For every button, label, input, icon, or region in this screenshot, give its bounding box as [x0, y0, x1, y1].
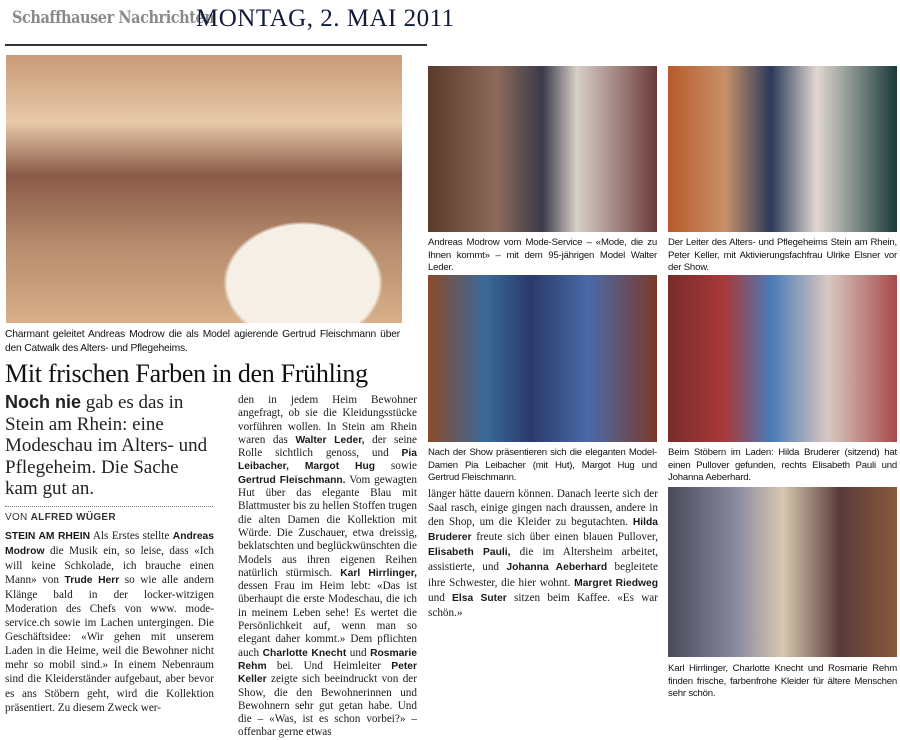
- masthead-rule: [5, 44, 427, 46]
- bold-name: Johanna Aeberhard: [506, 562, 608, 574]
- newspaper-logo: Schaffhauser Nachrichten: [12, 8, 215, 28]
- bold-name: Elsa Suter: [452, 592, 507, 604]
- body-text: und: [346, 646, 371, 659]
- body-text: sowie: [375, 460, 417, 473]
- bold-name: Rosmarie Rehm: [238, 647, 417, 672]
- photo-caption: Karl Hirrlinger, Charlotte Knecht und Rosmarie Rehm finden frische, farbenfrohe Kleider für ältere Menschen sehr schön.: [668, 663, 897, 699]
- body-text: und: [428, 591, 453, 604]
- body-text: freute sich über einen blauen Pullover,: [471, 531, 658, 544]
- photo-caption: Der Leiter des Alters- und Pflegeheims Stein am Rhein, Peter Keller, mit Aktivierungsfachfrau Ulrike Elsner vor der Show.: [668, 237, 897, 273]
- photo-visitors-table: [668, 487, 897, 657]
- body-text: dessen Frau im Heim lebt: «Das ist überhaupt die erste Modeschau, die ich in meinem Leben sehe! Es wertet die Persönlichkeit auf, wenn man so elegant daher kommt.» Dem pflichten auch: [238, 580, 417, 659]
- body-text: Vom gewagten Hut über das elegante Blau mit Blattmuster bis zu hellen Stoffen trugen die alten Damen die Kollektion mit Würde. Die Zuschauer, etwa dreissig, beklatschten und beglückwünschten die Models aus ihren eigenen Reihen natürlich stürmisch.: [238, 473, 417, 579]
- photo-caption: Charmant geleitet Andreas Modrow die als Model agierende Gertrud Fleischmann über den Catwalk des Alters- und Pflegeheims.: [5, 329, 400, 354]
- byline: [5, 512, 214, 524]
- photo-catwalk: [6, 55, 402, 323]
- body-text: der seine Rolle sichtlich genoss, und: [238, 433, 417, 460]
- bold-name: Walter Leder,: [295, 434, 365, 446]
- bold-name: Andreas Modrow: [5, 530, 214, 557]
- byline-prefix: VON: [5, 511, 31, 523]
- body-text: begleitete ihre Schwester, die hier wohnt.: [428, 561, 658, 589]
- article-column-1: [5, 529, 214, 715]
- article-column-a: [5, 392, 214, 715]
- photo-keller-elsner: [668, 66, 897, 232]
- article-left-block: [5, 328, 417, 740]
- issue-date: MONTAG, 2. MAI 2011: [196, 5, 455, 32]
- photo-shop-browsing: [668, 275, 897, 442]
- article-column-3: [428, 487, 658, 620]
- article-columns: [5, 392, 417, 740]
- bold-name: Elisabeth Pauli,: [428, 547, 511, 559]
- byline-author: ALFRED WÜGER: [30, 511, 116, 523]
- byline-divider: [5, 506, 213, 507]
- photo-caption: Andreas Modrow vom Mode-Service – «Mode, die zu Ihnen kommt» – mit dem 95-jährigen Model Walter Leder.: [428, 237, 657, 273]
- bold-name: STEIN AM RHEIN: [5, 530, 91, 542]
- lead-paragraph: [5, 392, 214, 500]
- bold-name: Margret Riedweg: [574, 577, 659, 589]
- headline: Mit frischen Farben in den Frühling: [5, 359, 368, 388]
- bold-name: Gertrud Fleischmann.: [238, 474, 346, 486]
- body-text: die Musik ein, so leise, dass «Ich will keine Schkolade, ich brauche einen Mann» von: [5, 544, 214, 586]
- body-text: bei. Und Heimleiter: [266, 659, 392, 672]
- photo-caption: Nach der Show präsentieren sich die eleganten Model-Damen Pia Leibacher (mit Hut), Margot Hug und Gertrud Fleischmann.: [428, 447, 657, 483]
- bold-name: Peter Keller: [238, 660, 417, 686]
- body-text: so wie alle andern Klänge bald in der locker-witzigen Moderation des Chefs von www. mode-service.ch sowie im Lachen untergingen. Die Geschäftsidee: «Wir gehen mit unserem Laden in die Heime, weil die Bewohner nicht mehr so mobil sind.» In einem Nebenraum sind die Kleiderständer aufgebaut, aber bevor es ans Stöbern geht, wird die Kollektion präsentiert. Zu diesem Zweck wer-: [5, 573, 215, 714]
- article-column-b: [238, 392, 417, 740]
- body-text: zeigte sich beeindruckt von der Show, die den Bewohnerinnen und Bewohnern sehr gut getan habe. Und die – «Was, ist es schon vorbei?» – offenbar gerne etwas: [238, 673, 417, 739]
- body-text: Als Erstes stellte: [90, 529, 173, 542]
- lead-bold: Noch nie: [5, 392, 82, 412]
- body-text: länger hätte dauern können. Danach leerte sich der Saal rasch, einige gingen nach draussen, andere in den Shop, um die Kleider zu begutachten.: [428, 488, 658, 529]
- lead-text: gab es das in Stein am Rhein: eine Modeschau im Alters- und Pflegeheim. Die Sache kam gut an.: [5, 392, 208, 499]
- photo-caption: Beim Stöbern im Laden: Hilda Bruderer (sitzend) hat einen Pullover gefunden, rechts Elisabeth Pauli und Johanna Aeberhard.: [668, 447, 897, 483]
- body-text: die im Altersheim arbeitet, assistierte, und: [428, 546, 658, 574]
- photo-model-ladies: [428, 275, 657, 442]
- body-text: sitzen beim Kaffee. «Es war schön.»: [428, 591, 658, 619]
- body-text: den in jedem Heim Bewohner angefragt, ob sie die Kleidungsstücke vorführen wollen. In Stein am Rhein waren das: [238, 394, 417, 446]
- bold-name: Trude Herr: [64, 574, 120, 586]
- bold-name: Hilda Bruderer: [428, 517, 658, 544]
- bold-name: Charlotte Knecht: [262, 647, 347, 659]
- bold-name: Pia Leibacher, Margot Hug: [238, 448, 417, 473]
- bold-name: Karl Hirrlinger,: [340, 567, 417, 579]
- photo-modrow-leder: [428, 66, 657, 232]
- article-column-2: [238, 394, 417, 740]
